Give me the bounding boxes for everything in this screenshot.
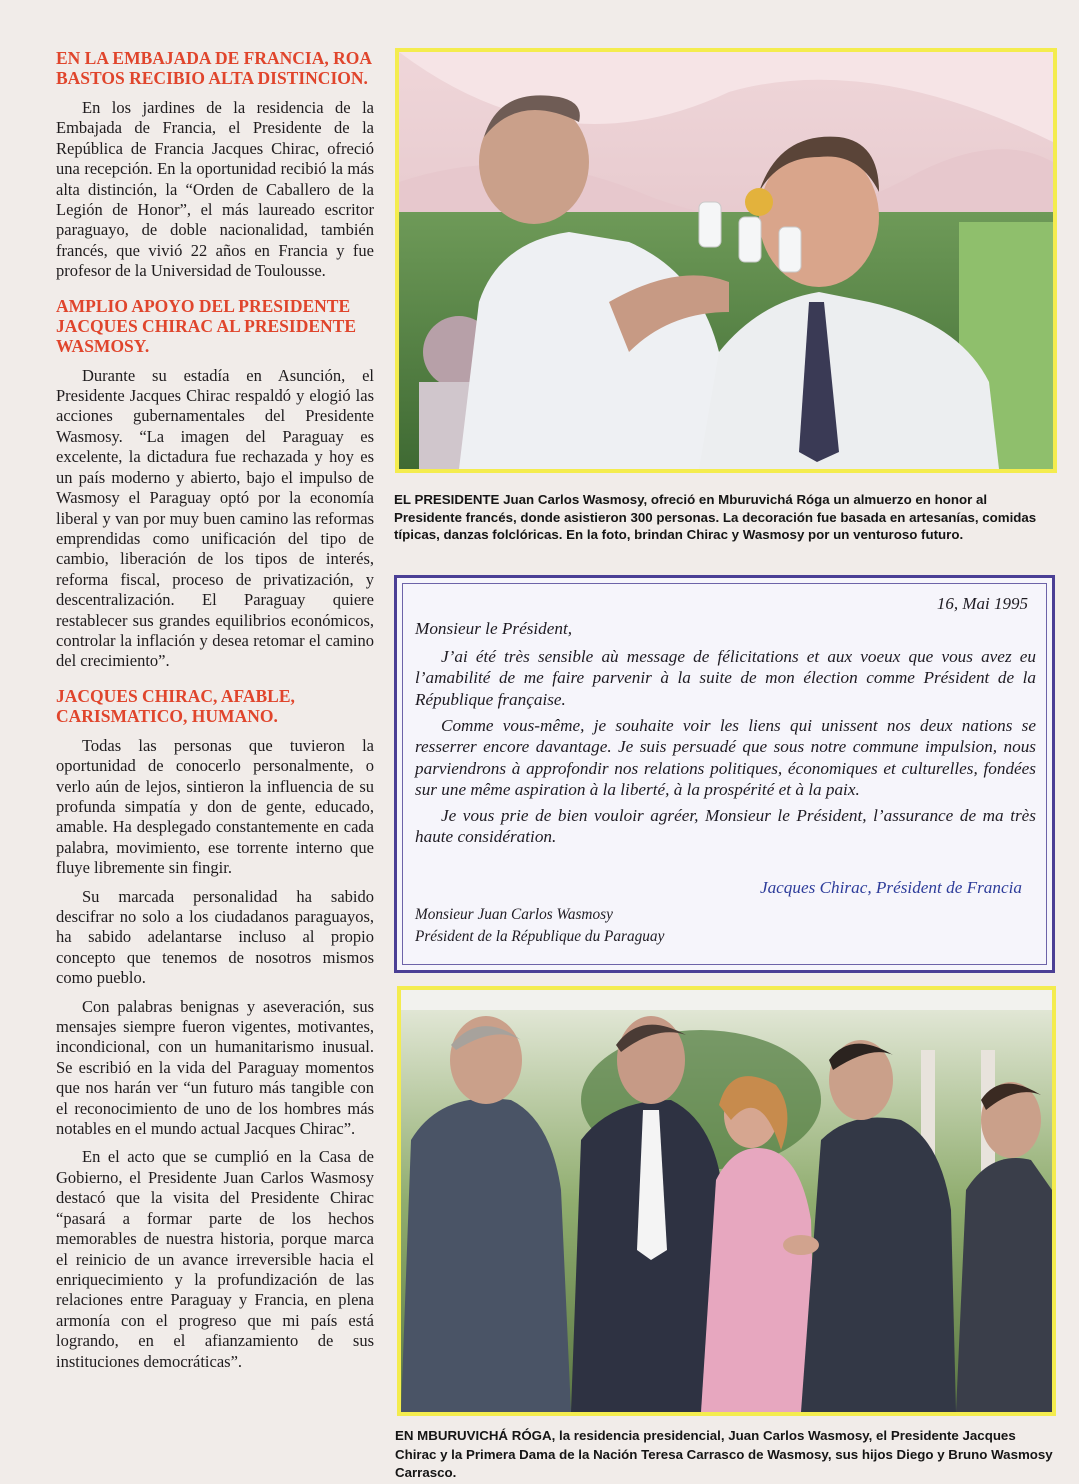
- paragraph: Su marcada personalidad ha sabido descifrar no solo a los ciudadanos paraguayos, ha sabido adelantarse incluso al propio concepto que tenemos de nosotros mismos como pueblo.: [56, 886, 374, 988]
- photo-image: [399, 52, 1053, 469]
- paragraph: Durante su estadía en Asunción, el Presidente Jacques Chirac respaldó y elogió las acciones gubernamentales del Presidente Wasmosy. “La imagen del Paraguay es excelente, la dictadura fue rechazada y hoy es un país moderno y abierto, bajo el impulso de Wasmosy el Paraguay optó por la economía liberal y van por muy buen camino las reformas emprendidas como unificación del tipo de cambio, liberación de los tipos de interés, reforma fiscal, proceso de privatización, y descentralización. El Paraguay quiere restablecer sus grandes equilibrios económicos, controlar la inflación y desea retomar el camino del crecimiento”.: [56, 365, 374, 671]
- section-heading-afable: JACQUES CHIRAC, AFABLE, CARISMATICO, HUMANO.: [56, 685, 295, 726]
- photo-image: [401, 990, 1052, 1412]
- bottom-photo-caption: EN MBURUVICHÁ RÓGA, la residencia presidencial, Juan Carlos Wasmosy, el Presidente Jacques Chirac y la Primera Dama de la Nación Teresa Carrasco de Wasmosy, sus hijos Diego y Bruno Wasmosy Carrasco.: [395, 1428, 1053, 1480]
- letter-salutation: Monsieur le Président,: [415, 619, 573, 638]
- letter-signature: Jacques Chirac, Président de Francia: [759, 878, 1022, 897]
- top-photo-caption: EL PRESIDENTE Juan Carlos Wasmosy, ofreció en Mburuvichá Róga un almuerzo en honor al Presidente francés, donde asistieron 300 personas. La decoración fue basada en artesanías, comidas típicas, danzas folclóricas. En la foto, brindan Chirac y Wasmosy por un venturoso futuro.: [394, 492, 1037, 542]
- letter-addressee-title: Président de la République du Paraguay: [415, 928, 665, 945]
- letter-paragraph: Comme vous-même, je souhaite voir les liens qui unissent nos deux nations se resserrer encore davantage. Je suis persuadé que sous notre commune impulsion, nous parviendrons à approfondir nos relations politiques, économiques et culturelles, fondées sur une même aspiration à la liberté, à la prospérité et à la paix.: [415, 716, 1036, 799]
- paragraph: Con palabras benignas y aseveración, sus mensajes siempre fueron vigentes, motivantes, incondicional, con un humanitarismo inusual. Se escribió en la vida del Paraguay momentos que nos harán ver “un futuro más tangible con el reconocimiento de uno de los hombres más notables en el mundo actual Jacques Chirac”.: [56, 996, 374, 1139]
- article-column: [56, 48, 374, 1380]
- letter-date: 16, Mai 1995: [936, 594, 1028, 613]
- letter-paragraph: J’ai été très sensible aù message de félicitations et aux voeux que vous avez eu l’amabilité de me faire parvenir à la suite de mon élection comme Président de la République française.: [415, 647, 1036, 709]
- letter-addressee-name: Monsieur Juan Carlos Wasmosy: [415, 906, 613, 923]
- section-heading-apoyo: AMPLIO APOYO DEL PRESIDENTE JACQUES CHIRAC AL PRESIDENTE WASMOSY.: [56, 295, 356, 356]
- paragraph: Todas las personas que tuvieron la oportunidad de conocerlo personalmente, o verlo aún de lejos, sintieron la influencia de su profunda simpatía y don de gente, educado, amable. Ha desplegado constantemente en cada palabra, movimiento, ese torrente interno que fluye libremente sin fingir.: [56, 735, 374, 878]
- section-heading-embajada: EN LA EMBAJADA DE FRANCIA, ROA BASTOS RECIBIO ALTA DISTINCION.: [56, 48, 372, 88]
- photo-toast-chirac-wasmosy: [395, 48, 1057, 473]
- paragraph: En el acto que se cumplió en la Casa de Gobierno, el Presidente Juan Carlos Wasmosy destacó que la visita del Presidente Chirac “pasará a formar parte de los hechos memorables de nuestra historia, porque marca el reinicio de un avance irreversible hacia el enriquecimiento y la profundización de las relaciones entre Paraguay y Francia, en plena armonía con el progreso que mi país está logrando, en el afianzamiento de sus instituciones democráticas”.: [56, 1147, 374, 1371]
- letter-box: [394, 575, 1055, 973]
- letter-paragraph: Je vous prie de bien vouloir agréer, Monsieur le Président, l’assurance de ma très haute considération.: [415, 806, 1036, 847]
- photo-mburuvicha-roga: [397, 986, 1056, 1416]
- paragraph: En los jardines de la residencia de la Embajada de Francia, el Presidente de la República de Francia Jacques Chirac, ofreció una recepción. En la oportunidad recibió la más alta distinción, la “Orden de Caballero de la Legión de Honor”, el más laureado escritor paraguayo, de doble nacionalidad, también francés, que vivió 22 años en Francia y fue profesor de la Universidad de Toulousse.: [56, 98, 374, 281]
